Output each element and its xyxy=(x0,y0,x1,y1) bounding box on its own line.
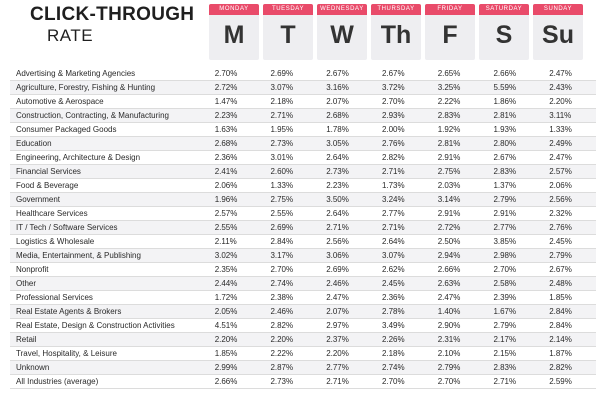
industry-cell: Professional Services xyxy=(10,291,206,305)
ctr-value-cell: 2.74% xyxy=(373,361,429,375)
ctr-value-cell: 2.79% xyxy=(484,193,540,207)
day-abbreviation: Su xyxy=(542,21,574,49)
ctr-value-cell: 2.99% xyxy=(206,361,262,375)
day-abbreviation: W xyxy=(330,21,354,49)
ctr-value-cell: 2.90% xyxy=(429,319,485,333)
ctr-value-cell: 2.69% xyxy=(261,67,317,81)
ctr-value-cell: 1.37% xyxy=(484,179,540,193)
ctr-value-cell: 2.59% xyxy=(540,375,596,389)
ctr-value-cell: 2.47% xyxy=(429,291,485,305)
table-row xyxy=(10,375,596,389)
day-abbreviation: F xyxy=(442,21,458,49)
ctr-value-cell: 2.60% xyxy=(261,165,317,179)
industry-cell: Real Estate Agents & Brokers xyxy=(10,305,206,319)
ctr-value-cell: 2.20% xyxy=(317,347,373,361)
ctr-value-cell: 2.71% xyxy=(261,109,317,123)
table-row xyxy=(10,319,596,333)
ctr-value-cell: 1.47% xyxy=(206,95,262,109)
ctr-value-cell: 2.50% xyxy=(429,235,485,249)
ctr-value-cell: 2.68% xyxy=(206,137,262,151)
ctr-value-cell: 2.20% xyxy=(206,333,262,347)
ctr-value-cell: 2.78% xyxy=(373,305,429,319)
ctr-value-cell: 1.95% xyxy=(261,123,317,137)
ctr-value-cell: 2.06% xyxy=(206,179,262,193)
ctr-value-cell: 3.72% xyxy=(373,81,429,95)
day-abbreviation: Th xyxy=(380,21,412,49)
ctr-value-cell: 2.84% xyxy=(261,235,317,249)
table-row xyxy=(10,193,596,207)
ctr-value-cell: 2.57% xyxy=(540,165,596,179)
ctr-value-cell: 2.93% xyxy=(373,109,429,123)
ctr-value-cell: 2.74% xyxy=(261,277,317,291)
ctr-value-cell: 1.87% xyxy=(540,347,596,361)
ctr-value-cell: 3.17% xyxy=(261,249,317,263)
ctr-value-cell: 2.73% xyxy=(261,375,317,389)
ctr-value-cell: 2.47% xyxy=(540,151,596,165)
ctr-value-cell: 3.06% xyxy=(317,249,373,263)
ctr-value-cell: 2.79% xyxy=(484,319,540,333)
ctr-value-cell: 2.18% xyxy=(261,95,317,109)
day-name-label: MONDAY xyxy=(209,4,259,15)
ctr-value-cell: 3.25% xyxy=(429,81,485,95)
ctr-value-cell: 2.17% xyxy=(484,333,540,347)
ctr-value-cell: 2.07% xyxy=(317,95,373,109)
ctr-value-cell: 2.84% xyxy=(540,305,596,319)
table-row xyxy=(10,95,596,109)
industry-cell: Agriculture, Forestry, Fishing & Hunting xyxy=(10,81,206,95)
ctr-value-cell: 2.69% xyxy=(317,263,373,277)
ctr-value-cell: 2.70% xyxy=(373,95,429,109)
ctr-value-cell: 2.00% xyxy=(373,123,429,137)
day-name-label: THURSDAY xyxy=(371,4,421,15)
table-row xyxy=(10,179,596,193)
industry-cell: Food & Beverage xyxy=(10,179,206,193)
ctr-value-cell: 2.73% xyxy=(317,165,373,179)
ctr-value-cell: 2.70% xyxy=(484,263,540,277)
ctr-value-cell: 3.24% xyxy=(373,193,429,207)
ctr-value-cell: 2.71% xyxy=(373,165,429,179)
ctr-value-cell: 2.91% xyxy=(484,207,540,221)
ctr-value-cell: 2.36% xyxy=(206,151,262,165)
ctr-value-cell: 2.46% xyxy=(261,305,317,319)
ctr-value-cell: 2.81% xyxy=(484,109,540,123)
day-card-sunday xyxy=(533,4,583,60)
table-row xyxy=(10,361,596,375)
day-name-label: SATURDAY xyxy=(479,4,529,15)
ctr-value-cell: 2.56% xyxy=(540,193,596,207)
ctr-value-cell: 2.49% xyxy=(540,137,596,151)
day-card-wednesday xyxy=(317,4,367,60)
ctr-value-cell: 2.64% xyxy=(373,235,429,249)
ctr-value-cell: 2.66% xyxy=(206,375,262,389)
table-row xyxy=(10,221,596,235)
ctr-value-cell: 2.43% xyxy=(540,81,596,95)
ctr-value-cell: 2.36% xyxy=(373,291,429,305)
ctr-value-cell: 2.70% xyxy=(373,375,429,389)
ctr-value-cell: 2.91% xyxy=(429,151,485,165)
ctr-value-cell: 1.86% xyxy=(484,95,540,109)
ctr-value-cell: 2.55% xyxy=(261,207,317,221)
ctr-value-cell: 2.37% xyxy=(317,333,373,347)
ctr-value-cell: 1.67% xyxy=(484,305,540,319)
industry-cell: Government xyxy=(10,193,206,207)
table-row xyxy=(10,249,596,263)
industry-cell: Media, Entertainment, & Publishing xyxy=(10,249,206,263)
ctr-value-cell: 2.83% xyxy=(484,361,540,375)
ctr-value-cell: 2.56% xyxy=(317,235,373,249)
industry-cell: Real Estate, Design & Construction Activities xyxy=(10,319,206,333)
ctr-value-cell: 2.11% xyxy=(206,235,262,249)
ctr-value-cell: 2.55% xyxy=(206,221,262,235)
ctr-value-cell: 2.23% xyxy=(206,109,262,123)
ctr-value-cell: 2.48% xyxy=(540,277,596,291)
ctr-value-cell: 2.91% xyxy=(429,207,485,221)
industry-cell: Financial Services xyxy=(10,165,206,179)
day-abbreviation: T xyxy=(280,21,296,49)
title-block xyxy=(30,4,194,46)
industry-cell: Healthcare Services xyxy=(10,207,206,221)
ctr-value-cell: 3.01% xyxy=(261,151,317,165)
ctr-value-cell: 2.64% xyxy=(317,207,373,221)
ctr-value-cell: 2.73% xyxy=(261,137,317,151)
industry-cell: Travel, Hospitality, & Leisure xyxy=(10,347,206,361)
industry-cell: IT / Tech / Software Services xyxy=(10,221,206,235)
day-card-saturday xyxy=(479,4,529,60)
ctr-value-cell: 2.67% xyxy=(317,67,373,81)
ctr-value-cell: 2.14% xyxy=(540,333,596,347)
ctr-value-cell: 2.69% xyxy=(261,221,317,235)
ctr-value-cell: 2.66% xyxy=(484,67,540,81)
ctr-value-cell: 2.76% xyxy=(540,221,596,235)
ctr-value-cell: 2.72% xyxy=(206,81,262,95)
day-abbreviation: S xyxy=(495,21,513,49)
ctr-value-cell: 2.75% xyxy=(261,193,317,207)
ctr-value-cell: 2.70% xyxy=(206,67,262,81)
ctr-value-cell: 2.32% xyxy=(540,207,596,221)
ctr-value-cell: 2.84% xyxy=(540,319,596,333)
ctr-value-cell: 2.63% xyxy=(429,277,485,291)
ctr-value-cell: 2.22% xyxy=(429,95,485,109)
ctr-value-cell: 2.10% xyxy=(429,347,485,361)
day-card-monday xyxy=(209,4,259,60)
ctr-value-cell: 2.79% xyxy=(540,249,596,263)
ctr-value-cell: 3.50% xyxy=(317,193,373,207)
ctr-value-cell: 2.46% xyxy=(317,277,373,291)
ctr-value-cell: 3.14% xyxy=(429,193,485,207)
ctr-value-cell: 2.07% xyxy=(317,305,373,319)
ctr-value-cell: 1.63% xyxy=(206,123,262,137)
ctr-value-cell: 2.82% xyxy=(373,151,429,165)
ctr-value-cell: 2.98% xyxy=(484,249,540,263)
ctr-value-cell: 2.20% xyxy=(261,333,317,347)
ctr-value-cell: 2.67% xyxy=(540,263,596,277)
ctr-value-cell: 2.23% xyxy=(317,179,373,193)
ctr-value-cell: 1.93% xyxy=(484,123,540,137)
ctr-value-cell: 1.40% xyxy=(429,305,485,319)
table-row xyxy=(10,333,596,347)
day-card-friday xyxy=(425,4,475,60)
ctr-value-cell: 2.03% xyxy=(429,179,485,193)
ctr-value-cell: 2.70% xyxy=(261,263,317,277)
table-row xyxy=(10,165,596,179)
ctr-value-cell: 1.78% xyxy=(317,123,373,137)
ctr-value-cell: 2.82% xyxy=(540,361,596,375)
ctr-value-cell: 5.59% xyxy=(484,81,540,95)
ctr-value-cell: 2.44% xyxy=(206,277,262,291)
ctr-value-cell: 2.67% xyxy=(373,67,429,81)
ctr-value-cell: 2.05% xyxy=(206,305,262,319)
ctr-value-cell: 2.71% xyxy=(317,221,373,235)
ctr-value-cell: 2.75% xyxy=(429,165,485,179)
ctr-value-cell: 2.71% xyxy=(317,375,373,389)
industry-cell: Retail xyxy=(10,333,206,347)
ctr-value-cell: 4.51% xyxy=(206,319,262,333)
table-row xyxy=(10,263,596,277)
ctr-value-cell: 2.47% xyxy=(317,291,373,305)
ctr-value-cell: 2.80% xyxy=(484,137,540,151)
day-name-label: TUESDAY xyxy=(263,4,313,15)
ctr-table xyxy=(10,67,596,389)
ctr-value-cell: 2.45% xyxy=(373,277,429,291)
table-row xyxy=(10,277,596,291)
ctr-value-cell: 2.76% xyxy=(373,137,429,151)
ctr-value-cell: 2.97% xyxy=(317,319,373,333)
ctr-value-cell: 1.72% xyxy=(206,291,262,305)
page-subtitle: RATE xyxy=(47,26,94,45)
table-row xyxy=(10,81,596,95)
ctr-value-cell: 2.62% xyxy=(373,263,429,277)
ctr-value-cell: 1.73% xyxy=(373,179,429,193)
ctr-value-cell: 2.20% xyxy=(540,95,596,109)
day-card-thursday xyxy=(371,4,421,60)
table-row xyxy=(10,291,596,305)
ctr-value-cell: 3.11% xyxy=(540,109,596,123)
ctr-value-cell: 2.15% xyxy=(484,347,540,361)
ctr-value-cell: 2.71% xyxy=(484,375,540,389)
table-row xyxy=(10,151,596,165)
day-name-label: SUNDAY xyxy=(533,4,583,15)
ctr-value-cell: 1.85% xyxy=(206,347,262,361)
ctr-value-cell: 2.68% xyxy=(317,109,373,123)
ctr-value-cell: 2.58% xyxy=(484,277,540,291)
ctr-value-cell: 3.85% xyxy=(484,235,540,249)
ctr-value-cell: 2.87% xyxy=(261,361,317,375)
table-row xyxy=(10,207,596,221)
table-row xyxy=(10,347,596,361)
day-name-label: FRIDAY xyxy=(425,4,475,15)
ctr-value-cell: 3.02% xyxy=(206,249,262,263)
page-title: CLICK-THROUGH xyxy=(30,4,195,25)
ctr-value-cell: 3.07% xyxy=(373,249,429,263)
ctr-value-cell: 2.66% xyxy=(429,263,485,277)
ctr-value-cell: 2.35% xyxy=(206,263,262,277)
table-row xyxy=(10,67,596,81)
ctr-value-cell: 2.38% xyxy=(261,291,317,305)
ctr-value-cell: 2.57% xyxy=(206,207,262,221)
table-row xyxy=(10,109,596,123)
industry-cell: Other xyxy=(10,277,206,291)
ctr-value-cell: 2.83% xyxy=(484,165,540,179)
industry-cell: Logistics & Wholesale xyxy=(10,235,206,249)
ctr-value-cell: 2.31% xyxy=(429,333,485,347)
ctr-value-cell: 2.72% xyxy=(429,221,485,235)
ctr-value-cell: 2.71% xyxy=(373,221,429,235)
industry-cell: Nonprofit xyxy=(10,263,206,277)
table-row xyxy=(10,123,596,137)
ctr-value-cell: 1.85% xyxy=(540,291,596,305)
ctr-value-cell: 2.82% xyxy=(261,319,317,333)
ctr-value-cell: 1.33% xyxy=(261,179,317,193)
day-abbreviation: M xyxy=(223,21,245,49)
ctr-value-cell: 2.94% xyxy=(429,249,485,263)
ctr-value-cell: 2.77% xyxy=(317,361,373,375)
table-row xyxy=(10,305,596,319)
ctr-value-cell: 2.18% xyxy=(373,347,429,361)
ctr-value-cell: 2.79% xyxy=(429,361,485,375)
ctr-value-cell: 2.77% xyxy=(484,221,540,235)
ctr-value-cell: 3.16% xyxy=(317,81,373,95)
ctr-value-cell: 2.65% xyxy=(429,67,485,81)
industry-cell: Construction, Contracting, & Manufacturing xyxy=(10,109,206,123)
industry-cell: Education xyxy=(10,137,206,151)
ctr-value-cell: 3.07% xyxy=(261,81,317,95)
day-card-tuesday xyxy=(263,4,313,60)
table-row xyxy=(10,235,596,249)
ctr-value-cell: 2.77% xyxy=(373,207,429,221)
industry-cell: Engineering, Architecture & Design xyxy=(10,151,206,165)
ctr-value-cell: 3.49% xyxy=(373,319,429,333)
ctr-value-cell: 1.92% xyxy=(429,123,485,137)
ctr-value-cell: 2.22% xyxy=(261,347,317,361)
industry-cell: All Industries (average) xyxy=(10,375,206,389)
ctr-value-cell: 2.47% xyxy=(540,67,596,81)
ctr-value-cell: 2.26% xyxy=(373,333,429,347)
ctr-value-cell: 2.67% xyxy=(484,151,540,165)
ctr-value-cell: 2.81% xyxy=(429,137,485,151)
ctr-value-cell: 2.41% xyxy=(206,165,262,179)
industry-cell: Consumer Packaged Goods xyxy=(10,123,206,137)
ctr-value-cell: 2.45% xyxy=(540,235,596,249)
day-name-label: WEDNESDAY xyxy=(317,4,367,15)
industry-cell: Unknown xyxy=(10,361,206,375)
ctr-value-cell: 2.06% xyxy=(540,179,596,193)
ctr-value-cell: 2.70% xyxy=(429,375,485,389)
ctr-value-cell: 1.96% xyxy=(206,193,262,207)
table-row xyxy=(10,137,596,151)
ctr-value-cell: 2.83% xyxy=(429,109,485,123)
industry-cell: Automotive & Aerospace xyxy=(10,95,206,109)
industry-cell: Advertising & Marketing Agencies xyxy=(10,67,206,81)
ctr-value-cell: 2.39% xyxy=(484,291,540,305)
ctr-value-cell: 3.05% xyxy=(317,137,373,151)
ctr-value-cell: 1.33% xyxy=(540,123,596,137)
ctr-value-cell: 2.64% xyxy=(317,151,373,165)
